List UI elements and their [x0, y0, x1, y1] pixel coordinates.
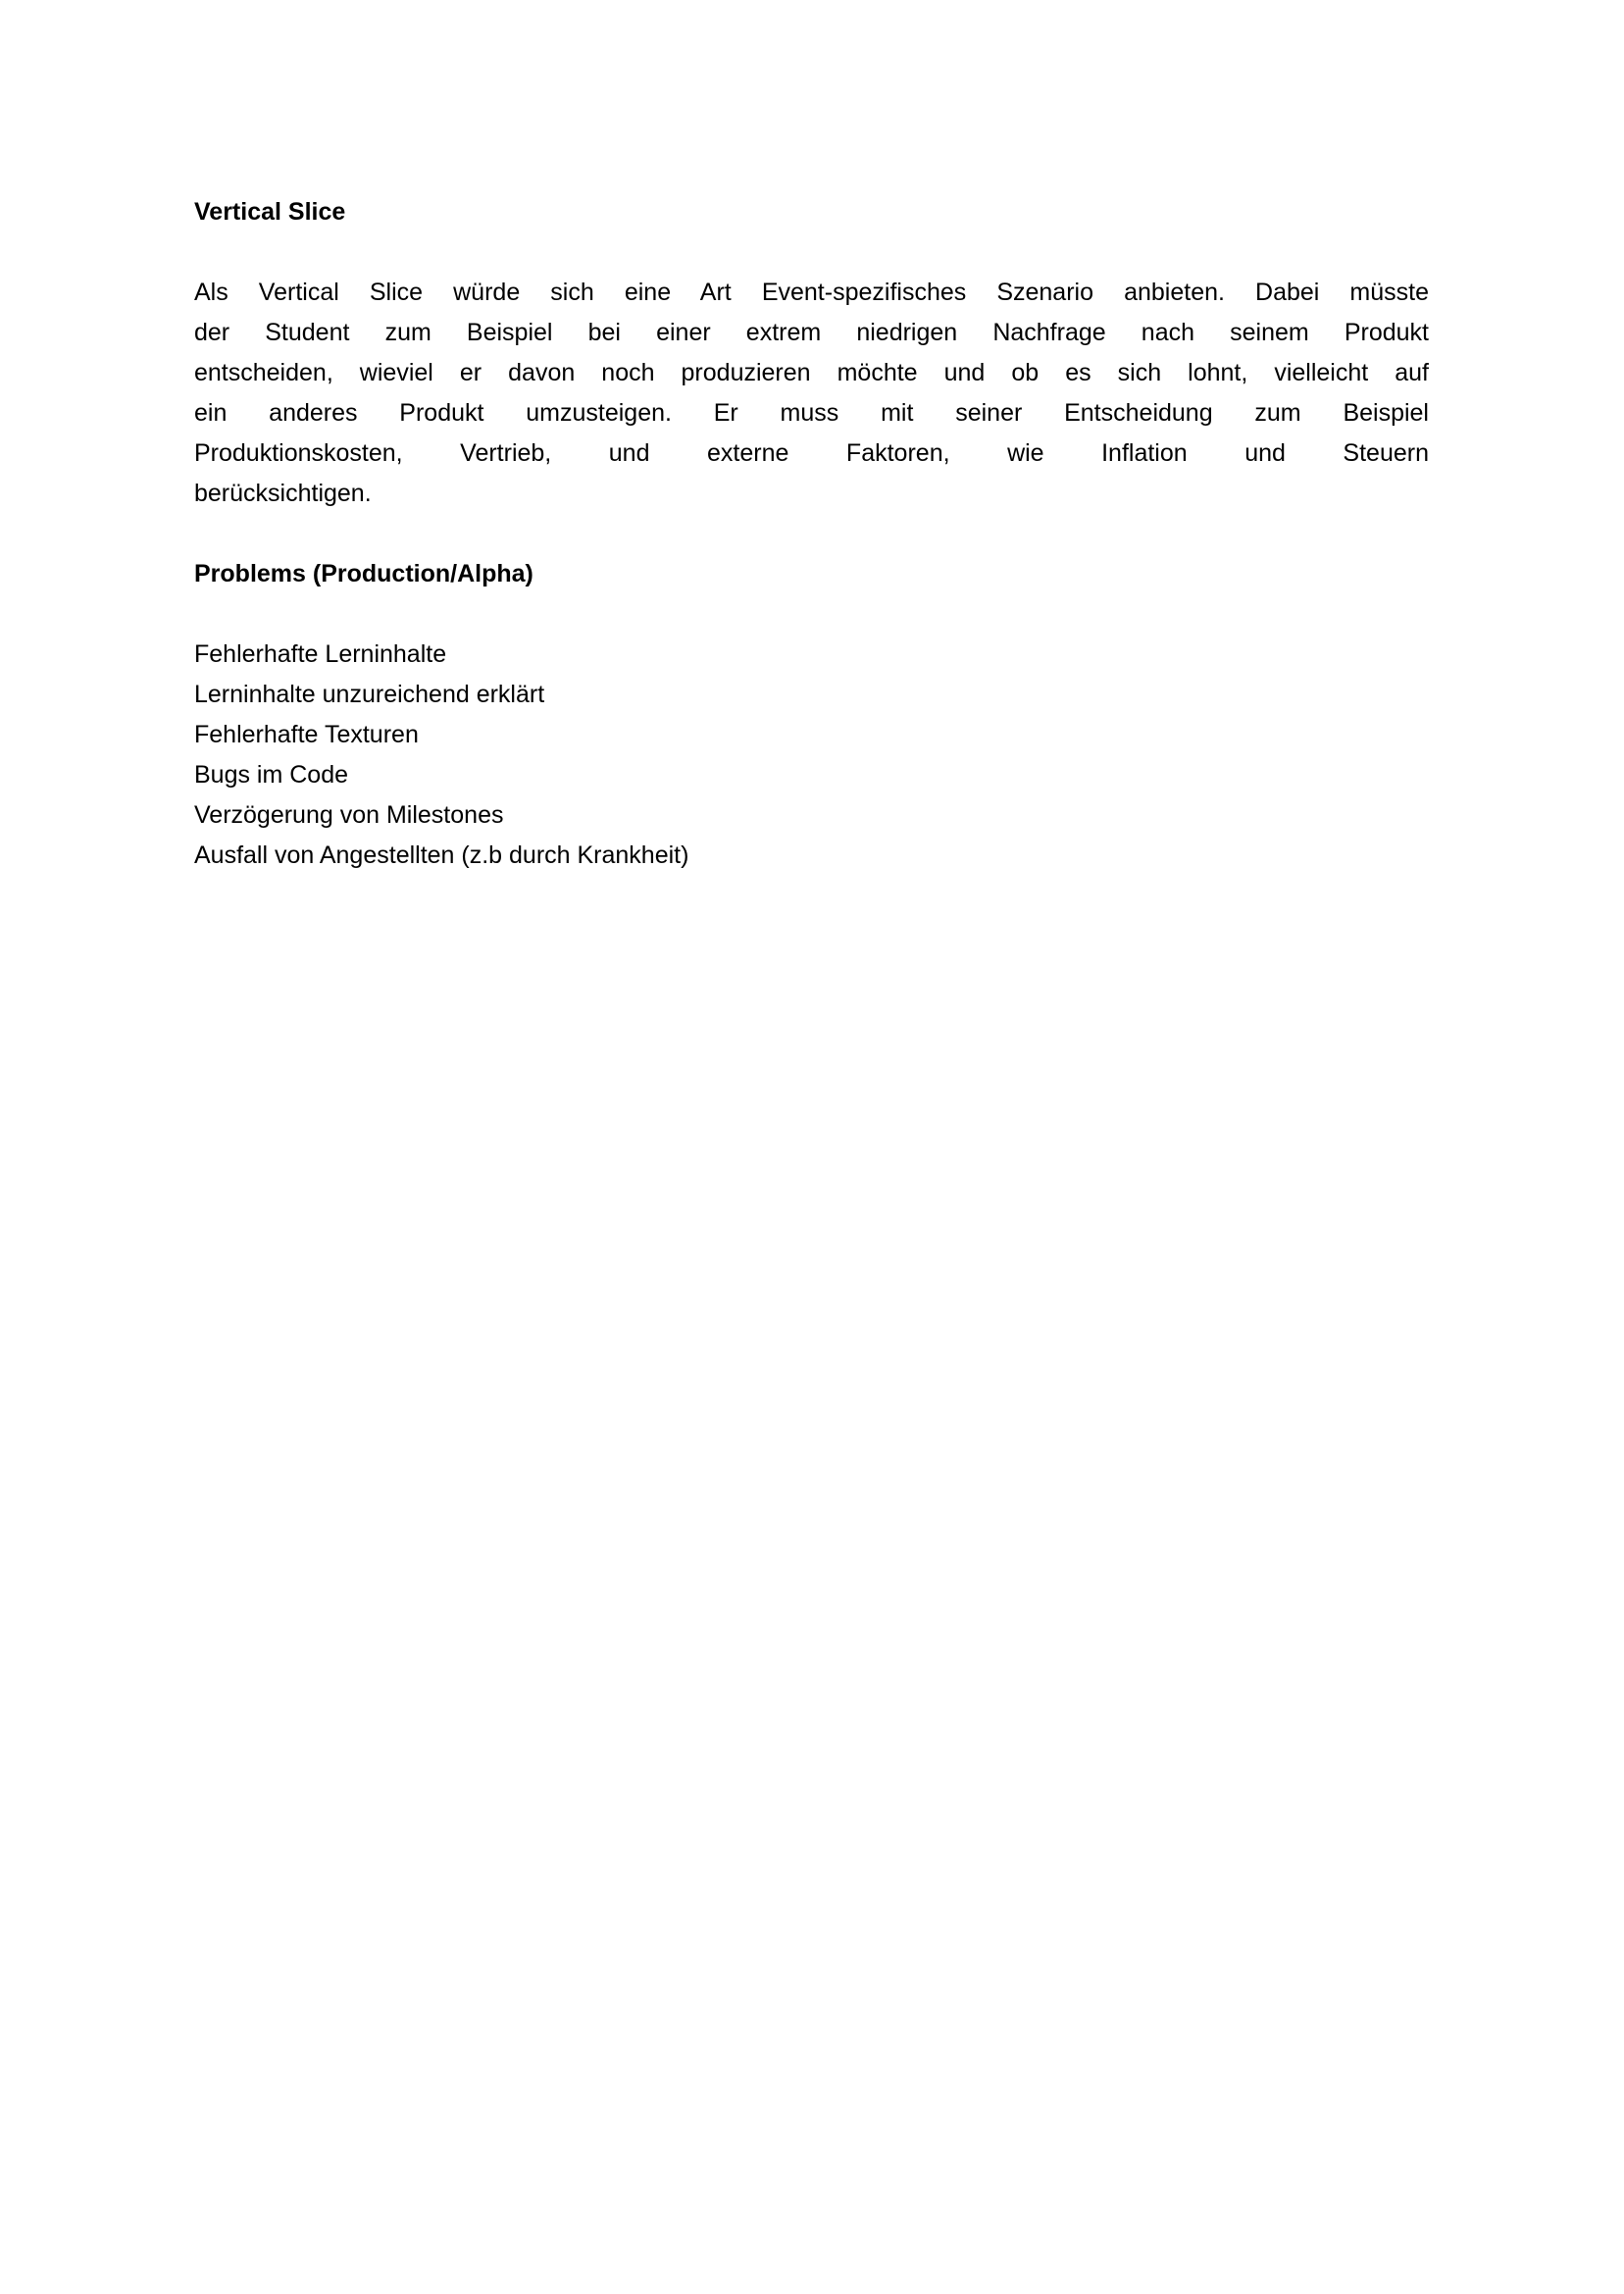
problems-list [194, 635, 1429, 876]
vertical-slice-paragraph [194, 273, 1429, 514]
problems-list-item: Fehlerhafte Lerninhalte [194, 640, 447, 668]
problems-list-item: Fehlerhafte Texturen [194, 721, 419, 748]
heading-problems-production-alpha: Problems (Production/Alpha) [194, 560, 533, 587]
heading-vertical-slice: Vertical Slice [194, 198, 346, 226]
paragraph-line: Produktionskosten, Vertrieb, und externe Faktoren, wie Inflation und Steuern [194, 439, 1429, 467]
problems-list-item: Bugs im Code [194, 761, 349, 789]
paragraph-line: berücksichtigen. [194, 480, 372, 507]
paragraph-line: Als Vertical Slice würde sich eine Art Event-spezifisches Szenario anbieten. Dabei müsste [194, 279, 1429, 306]
problems-list-item: Verzögerung von Milestones [194, 801, 504, 829]
paragraph-line: entscheiden, wieviel er davon noch produzieren möchte und ob es sich lohnt, vielleicht auf [194, 359, 1429, 386]
paragraph-line: ein anderes Produkt umzusteigen. Er muss mit seiner Entscheidung zum Beispiel [194, 399, 1429, 427]
paragraph-line: der Student zum Beispiel bei einer extrem niedrigen Nachfrage nach seinem Produkt [194, 319, 1429, 346]
problems-list-item: Lerninhalte unzureichend erklärt [194, 681, 545, 708]
problems-list-item: Ausfall von Angestellten (z.b durch Krankheit) [194, 841, 689, 869]
